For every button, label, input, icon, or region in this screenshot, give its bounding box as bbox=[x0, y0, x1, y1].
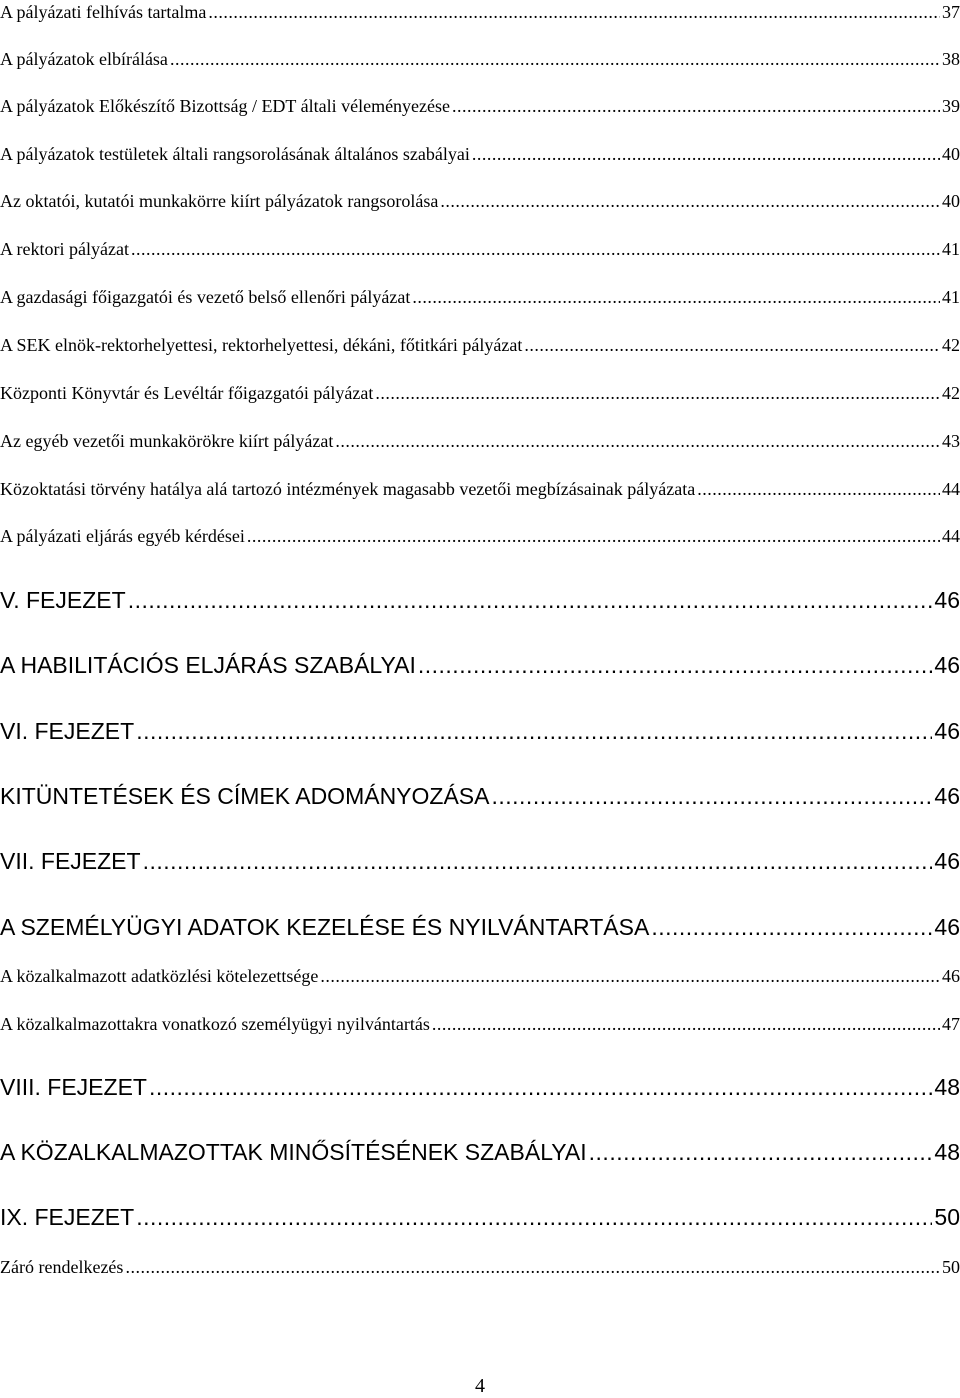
toc-entry-page: 38 bbox=[942, 49, 960, 69]
toc-entry-page: 42 bbox=[942, 335, 960, 355]
toc-entry-title: VIII. FEJEZET bbox=[0, 1074, 147, 1100]
toc-entry-title: A pályázatok testületek általi rangsorolásának általános szabályai bbox=[0, 144, 470, 164]
toc-entry-title: Az egyéb vezetői munkakörökre kiírt pályázat bbox=[0, 431, 334, 451]
toc-chapter-entry[interactable] bbox=[0, 651, 960, 679]
toc-entry[interactable] bbox=[0, 237, 960, 261]
toc-entry-title: A gazdasági főigazgatói és vezető belső ellenőri pályázat bbox=[0, 287, 411, 307]
toc-entry-title: A SEK elnök-rektorhelyettesi, rektorhelyettesi, dékáni, főtitkári pályázat bbox=[0, 335, 523, 355]
toc-entry-page: 46 bbox=[934, 587, 960, 613]
toc-entry-page: 46 bbox=[934, 848, 960, 874]
toc-entry-title: VI. FEJEZET bbox=[0, 718, 135, 744]
toc-chapter-entry[interactable] bbox=[0, 782, 960, 810]
toc-entry-title: A pályázati felhívás tartalma bbox=[0, 2, 207, 22]
toc-entry-title: A rektori pályázat bbox=[0, 239, 129, 259]
toc-dot-leader bbox=[143, 847, 933, 875]
toc-dot-leader bbox=[432, 1012, 940, 1036]
toc-dot-leader bbox=[491, 782, 932, 810]
toc-chapter-entry[interactable] bbox=[0, 1203, 960, 1231]
toc-entry-page: 47 bbox=[942, 1014, 960, 1034]
toc-dot-leader bbox=[149, 1073, 932, 1101]
toc-dot-leader bbox=[131, 237, 940, 261]
page-number: 4 bbox=[475, 1375, 485, 1397]
toc-entry-title: A pályázatok elbírálása bbox=[0, 49, 168, 69]
toc-entry[interactable] bbox=[0, 477, 960, 501]
toc-dot-leader bbox=[524, 333, 940, 357]
toc-entry-page: 39 bbox=[942, 96, 960, 116]
toc-dot-leader bbox=[170, 47, 940, 71]
toc-entry[interactable] bbox=[0, 0, 960, 24]
toc-entry[interactable] bbox=[0, 47, 960, 71]
toc-entry-page: 40 bbox=[942, 191, 960, 211]
toc-entry-title: A közalkalmazottakra vonatkozó személyügyi nyilvántartás bbox=[0, 1014, 430, 1034]
toc-dot-leader bbox=[412, 285, 940, 309]
toc-chapter-entry[interactable] bbox=[0, 1073, 960, 1101]
toc-entry-page: 46 bbox=[934, 914, 960, 940]
toc-entry-page: 40 bbox=[942, 144, 960, 164]
toc-dot-leader bbox=[136, 717, 932, 745]
toc-entry-page: 46 bbox=[942, 966, 960, 986]
toc-dot-leader bbox=[335, 429, 940, 453]
toc-entry-title: V. FEJEZET bbox=[0, 587, 126, 613]
toc-entry-page: 41 bbox=[942, 287, 960, 307]
toc-entry[interactable] bbox=[0, 333, 960, 357]
toc-entry-page: 46 bbox=[934, 652, 960, 678]
toc-entry[interactable] bbox=[0, 285, 960, 309]
toc-entry-page: 44 bbox=[942, 526, 960, 546]
toc-entry-page: 50 bbox=[942, 1257, 960, 1277]
toc-entry-page: 48 bbox=[934, 1074, 960, 1100]
toc-dot-leader bbox=[589, 1138, 933, 1166]
toc-entry-title: Központi Könyvtár és Levéltár főigazgatói pályázat bbox=[0, 383, 374, 403]
toc-entry-title: A pályázatok Előkészítő Bizottság / EDT általi véleményezése bbox=[0, 96, 451, 116]
toc-entry[interactable] bbox=[0, 1012, 960, 1036]
toc-entry-page: 42 bbox=[942, 383, 960, 403]
toc-entry[interactable] bbox=[0, 964, 960, 988]
toc-chapter-entry[interactable] bbox=[0, 717, 960, 745]
toc-dot-leader bbox=[128, 586, 933, 614]
toc-dot-leader bbox=[125, 1255, 940, 1279]
toc-dot-leader bbox=[418, 651, 933, 679]
toc-dot-leader bbox=[247, 524, 940, 548]
toc-chapter-entry[interactable] bbox=[0, 913, 960, 941]
toc-entry-page: 48 bbox=[934, 1139, 960, 1165]
toc-entry-page: 37 bbox=[942, 2, 960, 22]
toc-entry[interactable] bbox=[0, 189, 960, 213]
toc-dot-leader bbox=[375, 381, 940, 405]
toc-dot-leader bbox=[136, 1203, 932, 1231]
toc-chapter-entry[interactable] bbox=[0, 1138, 960, 1166]
toc-dot-leader bbox=[208, 0, 940, 24]
toc-dot-leader bbox=[651, 913, 932, 941]
toc-entry-page: 41 bbox=[942, 239, 960, 259]
toc-entry[interactable] bbox=[0, 94, 960, 118]
toc-dot-leader bbox=[440, 189, 940, 213]
toc-entry-title: IX. FEJEZET bbox=[0, 1204, 135, 1230]
toc-entry-title: Záró rendelkezés bbox=[0, 1257, 124, 1277]
toc-entry-page: 46 bbox=[934, 718, 960, 744]
toc-chapter-entry[interactable] bbox=[0, 847, 960, 875]
toc-entry-title: A pályázati eljárás egyéb kérdései bbox=[0, 526, 245, 546]
toc-entry[interactable] bbox=[0, 524, 960, 548]
toc-dot-leader bbox=[472, 142, 940, 166]
toc-entry[interactable] bbox=[0, 142, 960, 166]
toc-entry-title: A HABILITÁCIÓS ELJÁRÁS SZABÁLYAI bbox=[0, 652, 416, 678]
toc-entry-title: A SZEMÉLYÜGYI ADATOK KEZELÉSE ÉS NYILVÁNTARTÁSA bbox=[0, 914, 650, 940]
toc-entry-title: Közoktatási törvény hatálya alá tartozó intézmények magasabb vezetői megbízásainak pályázata bbox=[0, 479, 696, 499]
toc-entry-title: KITÜNTETÉSEK ÉS CÍMEK ADOMÁNYOZÁSA bbox=[0, 783, 490, 809]
toc-entry[interactable] bbox=[0, 429, 960, 453]
toc-dot-leader bbox=[697, 477, 940, 501]
toc-entry-title: A közalkalmazott adatközlési kötelezettsége bbox=[0, 966, 319, 986]
toc-entry-page: 46 bbox=[934, 783, 960, 809]
toc-entry-title: VII. FEJEZET bbox=[0, 848, 141, 874]
toc-entry-title: A KÖZALKALMAZOTTAK MINŐSÍTÉSÉNEK SZABÁLYAI bbox=[0, 1139, 587, 1165]
toc-entry[interactable] bbox=[0, 381, 960, 405]
toc-entry[interactable] bbox=[0, 1255, 960, 1279]
toc-entry-title: Az oktatói, kutatói munkakörre kiírt pályázatok rangsorolása bbox=[0, 191, 439, 211]
toc-entry-page: 44 bbox=[942, 479, 960, 499]
toc-dot-leader bbox=[320, 964, 940, 988]
toc-dot-leader bbox=[452, 94, 940, 118]
toc-entry-page: 43 bbox=[942, 431, 960, 451]
toc-chapter-entry[interactable] bbox=[0, 586, 960, 614]
toc-entry-page: 50 bbox=[934, 1204, 960, 1230]
